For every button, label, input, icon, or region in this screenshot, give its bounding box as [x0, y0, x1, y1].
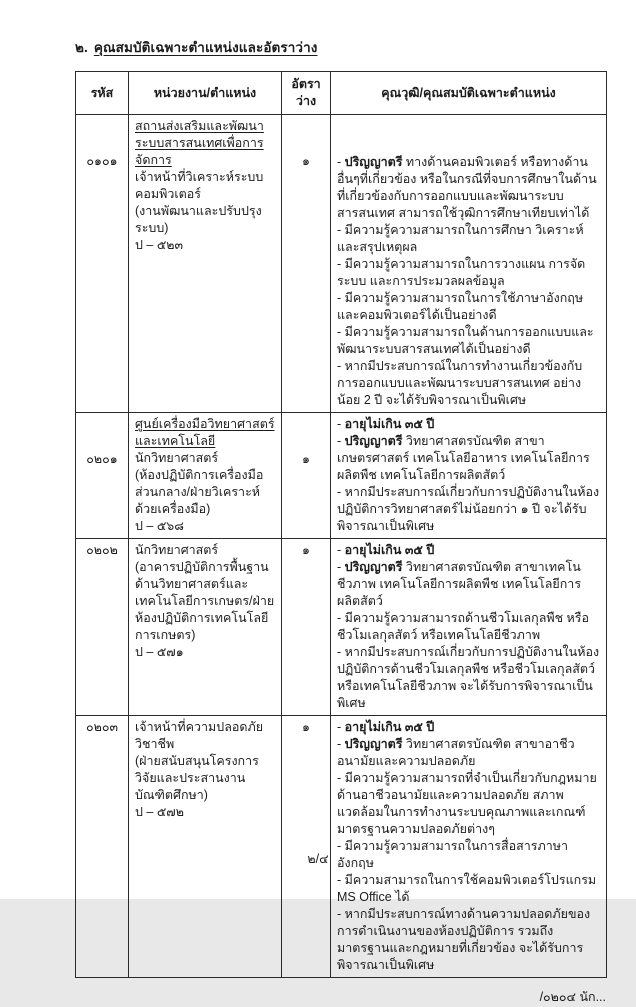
table-row: [76, 539, 607, 716]
qualifications-list: [337, 416, 600, 535]
position-code: ๐๒๐๓: [76, 716, 129, 978]
department-name: ศูนย์เครื่องมือวิทยาศาสตร์และเทคโนโลยี: [135, 417, 275, 448]
qualification-line: - มีความรู้ความสามารถในด้านการออกแบบและพัฒนาระบบสารสนเทศได้เป็นอย่างดี: [337, 325, 594, 356]
position-title: เจ้าหน้าที่วิเคราะห์ระบบคอมพิวเตอร์: [135, 170, 264, 201]
qualification-line: - ปริญญาตรี วิทยาศาสตรบัณฑิต สาขาเกษตรศาสตร์ เทคโนโลยีอาหาร เทคโนโลยีการผลิตพืช เทคโนโลยีการผลิตสัตว์: [337, 434, 590, 482]
section-title: คุณสมบัติเฉพาะตำแหน่งและอัตราว่าง: [93, 40, 318, 55]
table-header: [76, 72, 607, 115]
qualification-line: - หากมีประสบการณ์ทางด้านความปลอดภัยของการดำเนินงานของห้องปฏิบัติการ รวมถึงมาตรฐานและกฎหมายที่เกี่ยวข้อง จะได้รับการพิจารณาเป็นพิเศษ: [337, 907, 591, 972]
qualification-line: - มีความรู้ความสามารถที่จำเป็นเกี่ยวกับกฎหมายด้านอาชีวอนามัยและความปลอดภัย สภาพแวดล้อมในการทำงานระบบคุณภาพและเกณฑ์มาตรฐานความปลอดภัยต่างๆ: [337, 771, 597, 836]
section-number: ๒.: [75, 40, 88, 55]
qualification-line: - ปริญญาตรี วิทยาศาสตรบัณฑิต สาขาอาชีวอนามัยและความปลอดภัย: [337, 737, 575, 768]
qualifications-list: [337, 719, 600, 974]
qualification-line: - ปริญญาตรี วิทยาศาสตรบัณฑิต สาขาเทคโนชีวภาพ เทคโนโลยีการผลิตพืช เทคโนโลยีการผลิตสัตว์: [337, 560, 582, 608]
position-detail: (ห้องปฏิบัติการเครื่องมือส่วนกลาง/ฝ่ายวิเคราะห์ด้วยเครื่องมือ): [135, 468, 264, 516]
vacancy-count: ๑: [282, 539, 331, 716]
positions-table: [75, 71, 607, 978]
qualification-line: - อายุไม่เกิน ๓๕ ปี: [337, 417, 435, 431]
qualifications-cell: [331, 539, 607, 716]
unit-position-cell: [129, 539, 282, 716]
vacancy-count: ๑: [282, 716, 331, 978]
section-heading: [75, 36, 608, 58]
position-title: เจ้าหน้าที่ความปลอดภัยวิชาชีพ: [135, 720, 264, 751]
position-detail: (งานพัฒนาและปรับปรุงระบบ): [135, 204, 262, 235]
position-title: นักวิทยาศาสตร์: [135, 451, 219, 465]
qualifications-list: [337, 542, 600, 712]
qualifications-cell: [331, 716, 607, 978]
qualification-line: - ปริญญาตรี ทางด้านคอมพิวเตอร์ หรือทางด้านอื่นๆที่เกี่ยวข้อง หรือในกรณีที่จบการศึกษาในด้านที่เกี่ยวข้องกับการออกแบบและพัฒนาระบบสารสนเทศ สามารถใช้วุฒิการศึกษาเทียบเท่าได้: [337, 155, 597, 220]
table-header-row: [76, 72, 607, 115]
position-detail: (ฝ่ายสนับสนุนโครงการวิจัยและประสานงานบัณฑิตศึกษา): [135, 754, 259, 802]
vacancy-count: ๑: [282, 115, 331, 413]
qualifications-cell: [331, 115, 607, 413]
unit-position-cell: [129, 115, 282, 413]
page-number: ๒/๔: [307, 852, 329, 866]
qualification-line: - มีความสามารถในการใช้คอมพิวเตอร์โปรแกรม MS Office ได้: [337, 873, 597, 904]
qualifications-list: [337, 118, 600, 409]
column-header-vacancy-line2: ว่าง: [295, 94, 317, 108]
position-detail: (อาคารปฏิบัติการพื้นฐานด้านวิทยาศาสตร์และเทคโนโลยีการเกษตร/ฝ่ายห้องปฏิบัติการเทคโนโลยีการเกษตร): [135, 560, 275, 642]
qualification-line: - อายุไม่เกิน ๓๕ ปี: [337, 543, 435, 557]
table-row: [76, 115, 607, 413]
qualification-line: - หากมีประสบการณ์เกี่ยวกับการปฏิบัติงานในห้องปฏิบัติการวิทยาศาสตร์ไม่น้อยกว่า ๑ ปี จะได้รับพิจารณาเป็นพิเศษ: [337, 485, 600, 533]
position-code: ๐๒๐๒: [76, 539, 129, 716]
qualification-line: - มีความรู้ความสามารถด้านชีวโมเลกุลพืช หรือชีวโมเลกุลสัตว์ หรือเทคโนโลยีชีวภาพ: [337, 611, 590, 642]
position-code: ๐๑๐๑: [76, 115, 129, 413]
continuation-note: /๐๒๐๔ นัก...: [539, 990, 606, 1004]
department-name: สถานส่งเสริมและพัฒนาระบบสารสนเทศเพื่อการจัดการ: [135, 119, 264, 167]
qualifications-cell: [331, 413, 607, 539]
qualification-line: - มีความรู้ความสามารถในการใช้ภาษาอังกฤษและคอมพิวเตอร์ได้เป็นอย่างดี: [337, 291, 584, 322]
column-header-vacancy: [282, 72, 331, 115]
vacancy-count: ๑: [282, 413, 331, 539]
position-grade: ป – ๕๗๒: [135, 805, 184, 819]
unit-position-cell: [129, 413, 282, 539]
qualification-line: - หากมีประสบการณ์เกี่ยวกับการปฏิบัติงานในห้องปฏิบัติการด้านชีวโมเลกุลพืช หรือชีวโมเลกุลสัตว์ หรือเทคโนโลยีชีวภาพ จะได้รับการพิจารณาเป็นพิเศษ: [337, 645, 600, 710]
qualification-line: - อายุไม่เกิน ๓๕ ปี: [337, 720, 435, 734]
position-grade: ป – ๕๗๑: [135, 645, 184, 659]
qualification-line: - มีความรู้ความสามารถในการสื่อสารภาษาอังกฤษ: [337, 839, 569, 870]
column-header-vacancy-line1: อัตรา: [291, 77, 321, 91]
table-row: [76, 716, 607, 978]
column-header-qualifications: คุณวุฒิ/คุณสมบัติเฉพาะตำแหน่ง: [331, 72, 607, 115]
position-grade: ป – ๕๒๓: [135, 238, 184, 252]
qualification-line: - มีความรู้ความสามารถในการวางแผน การจัดระบบ และการประมวลผลข้อมูล: [337, 257, 586, 288]
column-header-code: รหัส: [76, 72, 129, 115]
unit-position-cell: [129, 716, 282, 978]
position-grade: ป – ๕๖๘: [135, 519, 184, 533]
qualification-line: - มีความรู้ความสามารถในการศึกษา วิเคราะห์ และสรุปเหตุผล: [337, 223, 584, 254]
qualification-line: - หากมีประสบการณ์ในการทำงานเกี่ยวข้องกับการออกแบบและพัฒนาระบบสารสนเทศ อย่างน้อย 2 ปี จะได้รับพิจารณาเป็นพิเศษ: [337, 359, 583, 407]
column-header-unit-position: หน่วยงาน/ตำแหน่ง: [129, 72, 282, 115]
table-row: [76, 413, 607, 539]
position-code: ๐๒๐๑: [76, 413, 129, 539]
position-title: นักวิทยาศาสตร์: [135, 543, 219, 557]
